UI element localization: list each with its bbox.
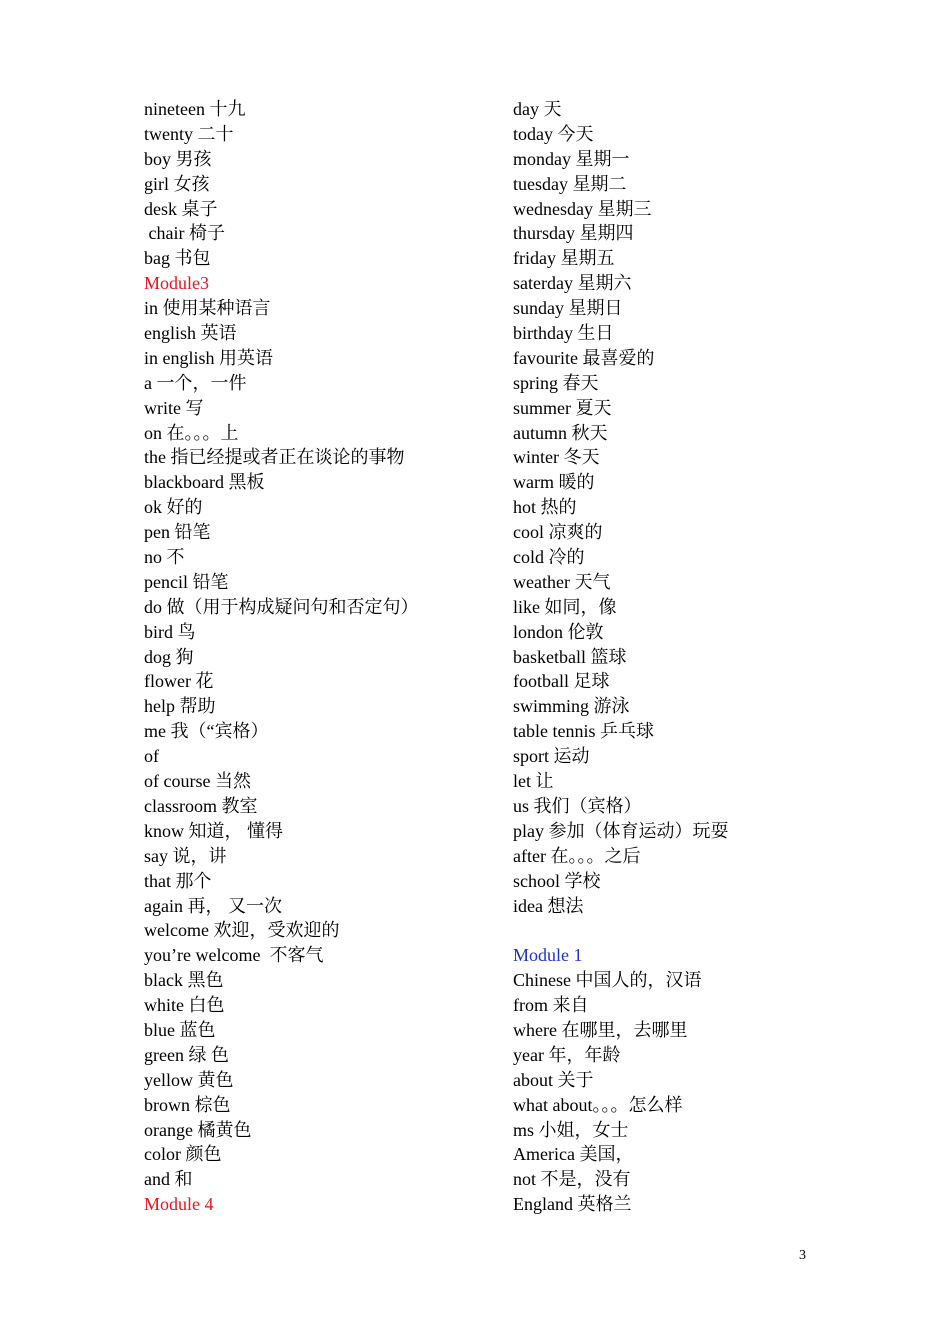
vocabulary-entry: on 在。。。上 (144, 422, 239, 443)
vocabulary-entry: a 一个，一件 (144, 372, 247, 393)
left-vocabulary-column (144, 97, 494, 1217)
vocabulary-entry: in english 用英语 (144, 347, 273, 368)
vocabulary-entry: nineteen 十九 (144, 99, 246, 119)
vocabulary-entry: chair 椅子 (144, 223, 225, 244)
vocabulary-entry: football 足球 (513, 671, 610, 692)
vocabulary-entry: saterday 星期六 (513, 273, 632, 294)
vocabulary-entry: autumn 秋天 (513, 422, 608, 443)
vocabulary-entry: again 再， 又一次 (144, 895, 282, 916)
vocabulary-entry: english 英语 (144, 323, 237, 344)
vocabulary-entry: let 让 (513, 771, 554, 792)
vocabulary-entry: tuesday 星期二 (513, 173, 627, 194)
vocabulary-entry: of course 当然 (144, 771, 251, 792)
vocabulary-entry: winter 冬天 (513, 447, 600, 468)
vocabulary-entry: that 那个 (144, 870, 212, 891)
vocabulary-entry: you’re welcome 不客气 (144, 945, 324, 966)
vocabulary-entry: orange 橘黄色 (144, 1119, 252, 1140)
vocabulary-entry: thursday 星期四 (513, 223, 634, 244)
vocabulary-entry: blue 蓝色 (144, 1019, 216, 1040)
vocabulary-entry: like 如同，像 (513, 596, 617, 617)
vocabulary-entry: brown 棕色 (144, 1094, 231, 1115)
vocabulary-entry: no 不 (144, 547, 185, 568)
vocabulary-entry: color 颜色 (144, 1144, 222, 1165)
vocabulary-entry: monday 星期一 (513, 148, 630, 169)
vocabulary-entry: day 天 (513, 99, 562, 119)
vocabulary-entry: basketball 篮球 (513, 646, 627, 667)
vocabulary-entry: America 美国， (513, 1144, 634, 1165)
vocabulary-entry: do 做（用于构成疑问句和否定句） (144, 596, 419, 617)
vocabulary-entry: of (144, 746, 159, 767)
vocabulary-entry: spring 春天 (513, 372, 599, 393)
vocabulary-entry: cool 凉爽的 (513, 522, 603, 543)
vocabulary-entry: hot 热的 (513, 497, 577, 518)
vocabulary-entry: black 黑色 (144, 970, 224, 991)
vocabulary-entry: bird 鸟 (144, 621, 196, 642)
right-vocabulary-column (513, 97, 873, 1217)
vocabulary-entry: say 说，讲 (144, 845, 227, 866)
vocabulary-entry: blackboard 黑板 (144, 472, 265, 493)
vocabulary-entry: yellow 黄色 (144, 1069, 234, 1090)
vocabulary-entry: me 我（“宾格） (144, 721, 269, 742)
vocabulary-entry: and 和 (144, 1169, 193, 1190)
module-heading: Module 1 (513, 945, 583, 966)
vocabulary-entry: where 在哪里，去哪里 (513, 1019, 688, 1040)
vocabulary-entry: help 帮助 (144, 696, 216, 717)
vocabulary-entry: london 伦敦 (513, 621, 604, 642)
vocabulary-entry: desk 桌子 (144, 198, 218, 219)
module-heading: Module3 (144, 273, 209, 294)
vocabulary-entry: cold 冷的 (513, 547, 585, 568)
vocabulary-entry: birthday 生日 (513, 323, 614, 344)
vocabulary-entry: pencil 铅笔 (144, 571, 229, 592)
vocabulary-entry: warm 暖的 (513, 472, 595, 493)
vocabulary-entry: England 英格兰 (513, 1194, 632, 1215)
vocabulary-entry: after 在。。。之后 (513, 845, 641, 866)
vocabulary-entry: pen 铅笔 (144, 522, 211, 543)
vocabulary-entry: write 写 (144, 397, 204, 418)
vocabulary-entry: us 我们（宾格） (513, 795, 642, 816)
vocabulary-entry: summer 夏天 (513, 397, 612, 418)
vocabulary-entry: ms 小姐，女士 (513, 1119, 629, 1140)
vocabulary-entry: what about。。。怎么样 (513, 1094, 683, 1115)
vocabulary-entry: about 关于 (513, 1069, 594, 1090)
vocabulary-entry: the 指已经提或者正在谈论的事物 (144, 447, 405, 468)
vocabulary-entry: Chinese 中国人的，汉语 (513, 970, 702, 991)
vocabulary-entry: welcome 欢迎，受欢迎的 (144, 920, 340, 941)
vocabulary-entry: flower 花 (144, 671, 214, 692)
vocabulary-entry: green 绿 色 (144, 1044, 229, 1065)
vocabulary-entry: from 来自 (513, 995, 589, 1016)
vocabulary-entry: idea 想法 (513, 895, 584, 916)
vocabulary-entry: friday 星期五 (513, 248, 615, 269)
vocabulary-entry: in 使用某种语言 (144, 298, 271, 319)
vocabulary-entry: year 年，年龄 (513, 1044, 621, 1065)
vocabulary-entry: girl 女孩 (144, 173, 210, 194)
vocabulary-entry: weather 天气 (513, 571, 611, 592)
vocabulary-entry (513, 918, 873, 943)
vocabulary-entry: ok 好的 (144, 497, 203, 518)
vocabulary-entry: sport 运动 (513, 746, 590, 767)
vocabulary-entry: know 知道， 懂得 (144, 820, 283, 841)
vocabulary-entry: favourite 最喜爱的 (513, 347, 655, 368)
vocabulary-entry: today 今天 (513, 123, 594, 144)
vocabulary-entry: play 参加（体育运动）玩耍 (513, 820, 729, 841)
vocabulary-entry: boy 男孩 (144, 148, 212, 169)
vocabulary-entry: wednesday 星期三 (513, 198, 652, 219)
vocabulary-entry: table tennis 乒乓球 (513, 721, 654, 742)
vocabulary-entry: classroom 教室 (144, 795, 258, 816)
vocabulary-entry: school 学校 (513, 870, 601, 891)
vocabulary-entry: twenty 二十 (144, 123, 234, 144)
vocabulary-entry: bag 书包 (144, 248, 211, 269)
vocabulary-entry: swimming 游泳 (513, 696, 630, 717)
page-number: 3 (799, 1248, 806, 1263)
vocabulary-entry: dog 狗 (144, 646, 194, 667)
vocabulary-entry: not 不是，没有 (513, 1169, 631, 1190)
vocabulary-entry: white 白色 (144, 995, 225, 1016)
vocabulary-entry: sunday 星期日 (513, 298, 623, 319)
module-heading: Module 4 (144, 1194, 214, 1215)
